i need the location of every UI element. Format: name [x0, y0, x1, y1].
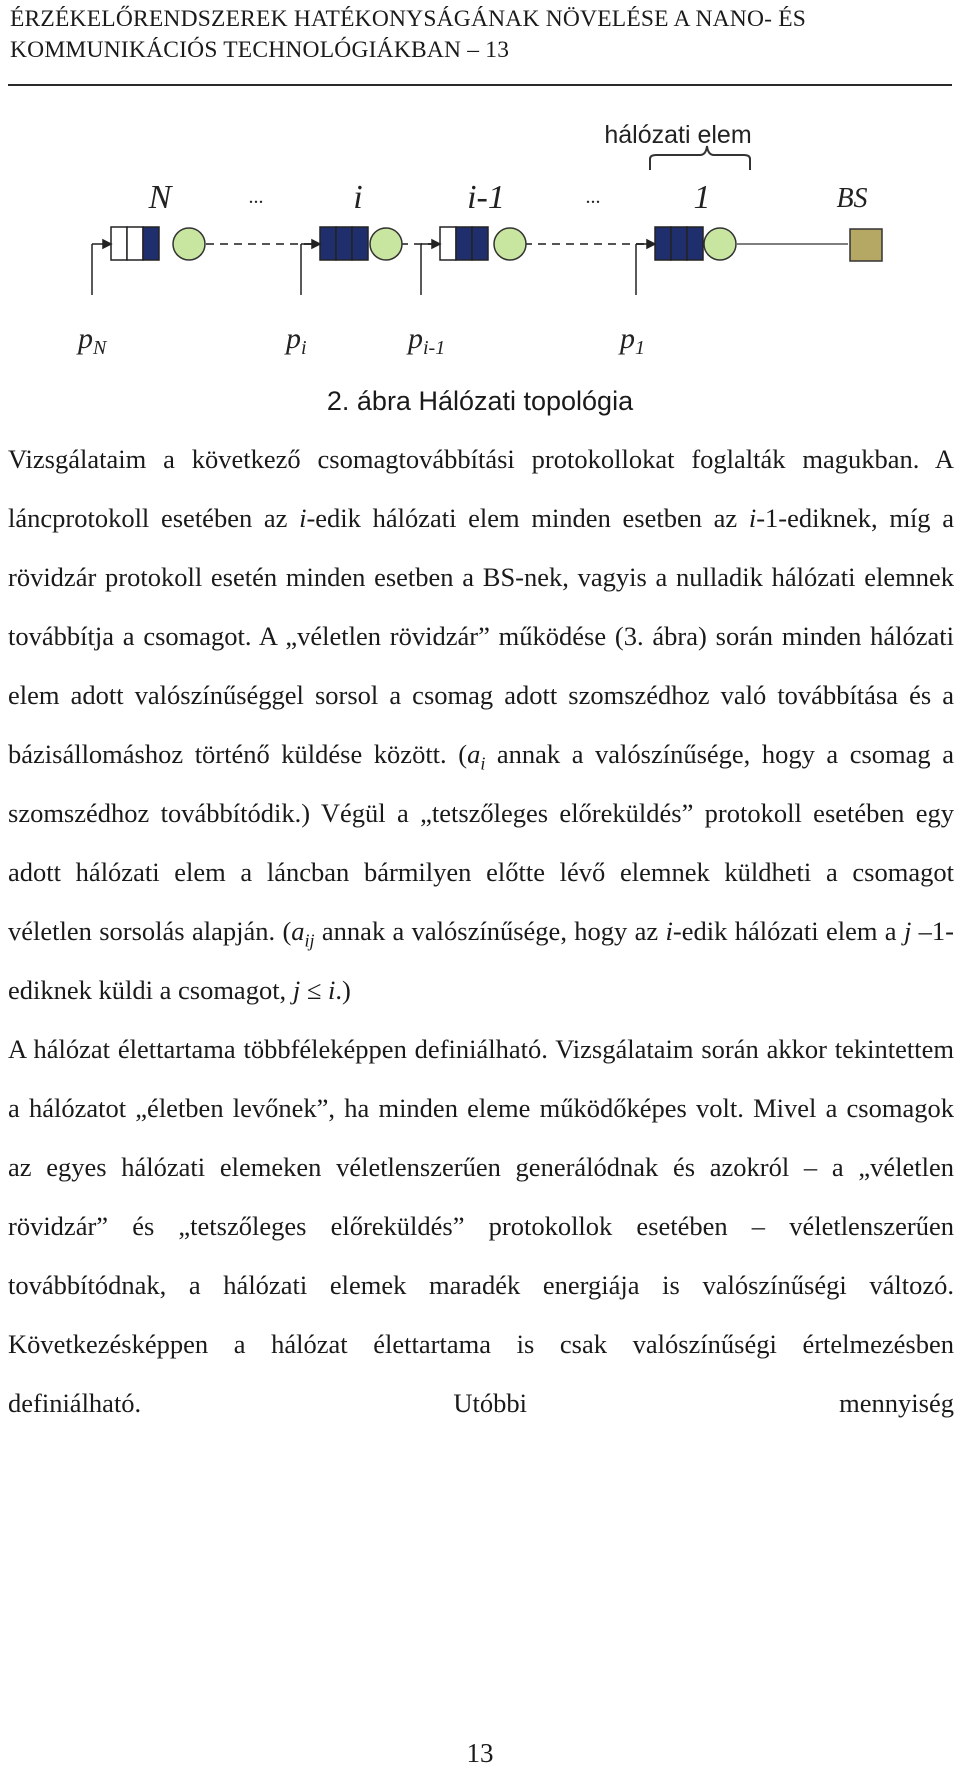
paragraph-protocols: Vizsgálataim a következő csomagtovábbítási protokollokat foglalták magukban. A láncprotokoll esetében az i-edik hálózati elem minden esetben az i-1-ediknek, míg a rövidzár protokoll esetén minden esetben a BS-nek, vagyis a nulladik hálózati elemnek továbbítja a csomagot. A „véletlen rövidzár” működése (3. ábra) során minden hálózati elem adott valószínűséggel sorsol a csomag adott szomszédhoz való továbbítása és a bázisállomáshoz történő küldése között. ($a_i$ annak a valószínűsége, hogy a csomag a szomszédhoz továbbítódik.) Végül a „tetszőleges előreküldés” protokoll esetében egy adott hálózati elem a láncban bármilyen előtte lévő elemnek küldheti a csomagot véletlen sorsolás alapján. ($a_{ij}$ annak a valószínűsége, hogy az i-edik hálózati elem a j –1-ediknek küldi a csomagot, j ≤ i.) — [8, 444, 954, 1005]
ellipsis-2: ... — [585, 186, 601, 208]
ellipsis-1: ... — [248, 186, 264, 208]
network-element-label: hálózati elem — [604, 121, 752, 149]
prob-label-pi-minus-1: $p_{i-1}$ — [408, 322, 446, 359]
queue-node-1 — [655, 227, 736, 260]
prob-label-p1: $p_1$ — [620, 322, 645, 359]
arrival-arrow-1 — [647, 240, 655, 248]
paragraph-lifetime: A hálózat élettartama többféleképpen definiálható. Vizsgálataim során akkor tekintettem a hálózatot „életben levőnek”, ha minden eleme működőképes volt. Mivel a csomagok az egyes hálózati elemeken véletlenszerűen generálódnak és azokról – a „véletlen rövidzár” és „tetszőleges előreküldés” protokollok esetében – véletlenszerűen továbbítódnak, a hálózati elemek maradék energiája is valószínűségi változó. Következésképpen a hálózat élettartama is csak valószínűségi értelmezésben definiálható. Utóbbi mennyiség — [8, 1034, 954, 1418]
queue-node-i — [320, 227, 368, 260]
network-topology-figure — [0, 110, 960, 380]
queue-node-n — [111, 227, 205, 260]
queue-node-i-minus-1 — [440, 227, 526, 260]
body-text — [8, 430, 954, 1433]
server-node-i — [370, 228, 402, 260]
base-station-square — [850, 229, 882, 261]
prob-label-pn: $p_N$ — [78, 322, 107, 359]
prob-label-pi: $p_i$ — [286, 322, 307, 359]
node-label-bs: BS — [836, 183, 868, 214]
header-line-1: ÉRZÉKELŐRENDSZEREK HATÉKONYSÁGÁNAK NÖVELÉSE A NANO- ÉS — [10, 6, 807, 32]
arrival-arrow-n — [103, 240, 111, 248]
topology-diagram — [0, 110, 960, 380]
running-header — [10, 4, 950, 66]
arrival-arrow-i — [312, 240, 320, 248]
header-rule — [8, 84, 952, 86]
network-element-brace — [650, 146, 750, 170]
arrival-arrow-i-minus-1 — [432, 240, 440, 248]
figure-caption: 2. ábra Hálózati topológia — [326, 386, 634, 416]
node-label-i: i — [353, 179, 363, 216]
node-label-1: 1 — [693, 179, 711, 216]
header-line-2: KOMMUNIKÁCIÓS TECHNOLÓGIÁKBAN – 13 — [10, 37, 510, 63]
node-label-i-minus-1: i-1 — [467, 179, 505, 216]
node-label-n: N — [148, 179, 172, 216]
page-number: 13 — [466, 1738, 494, 1768]
